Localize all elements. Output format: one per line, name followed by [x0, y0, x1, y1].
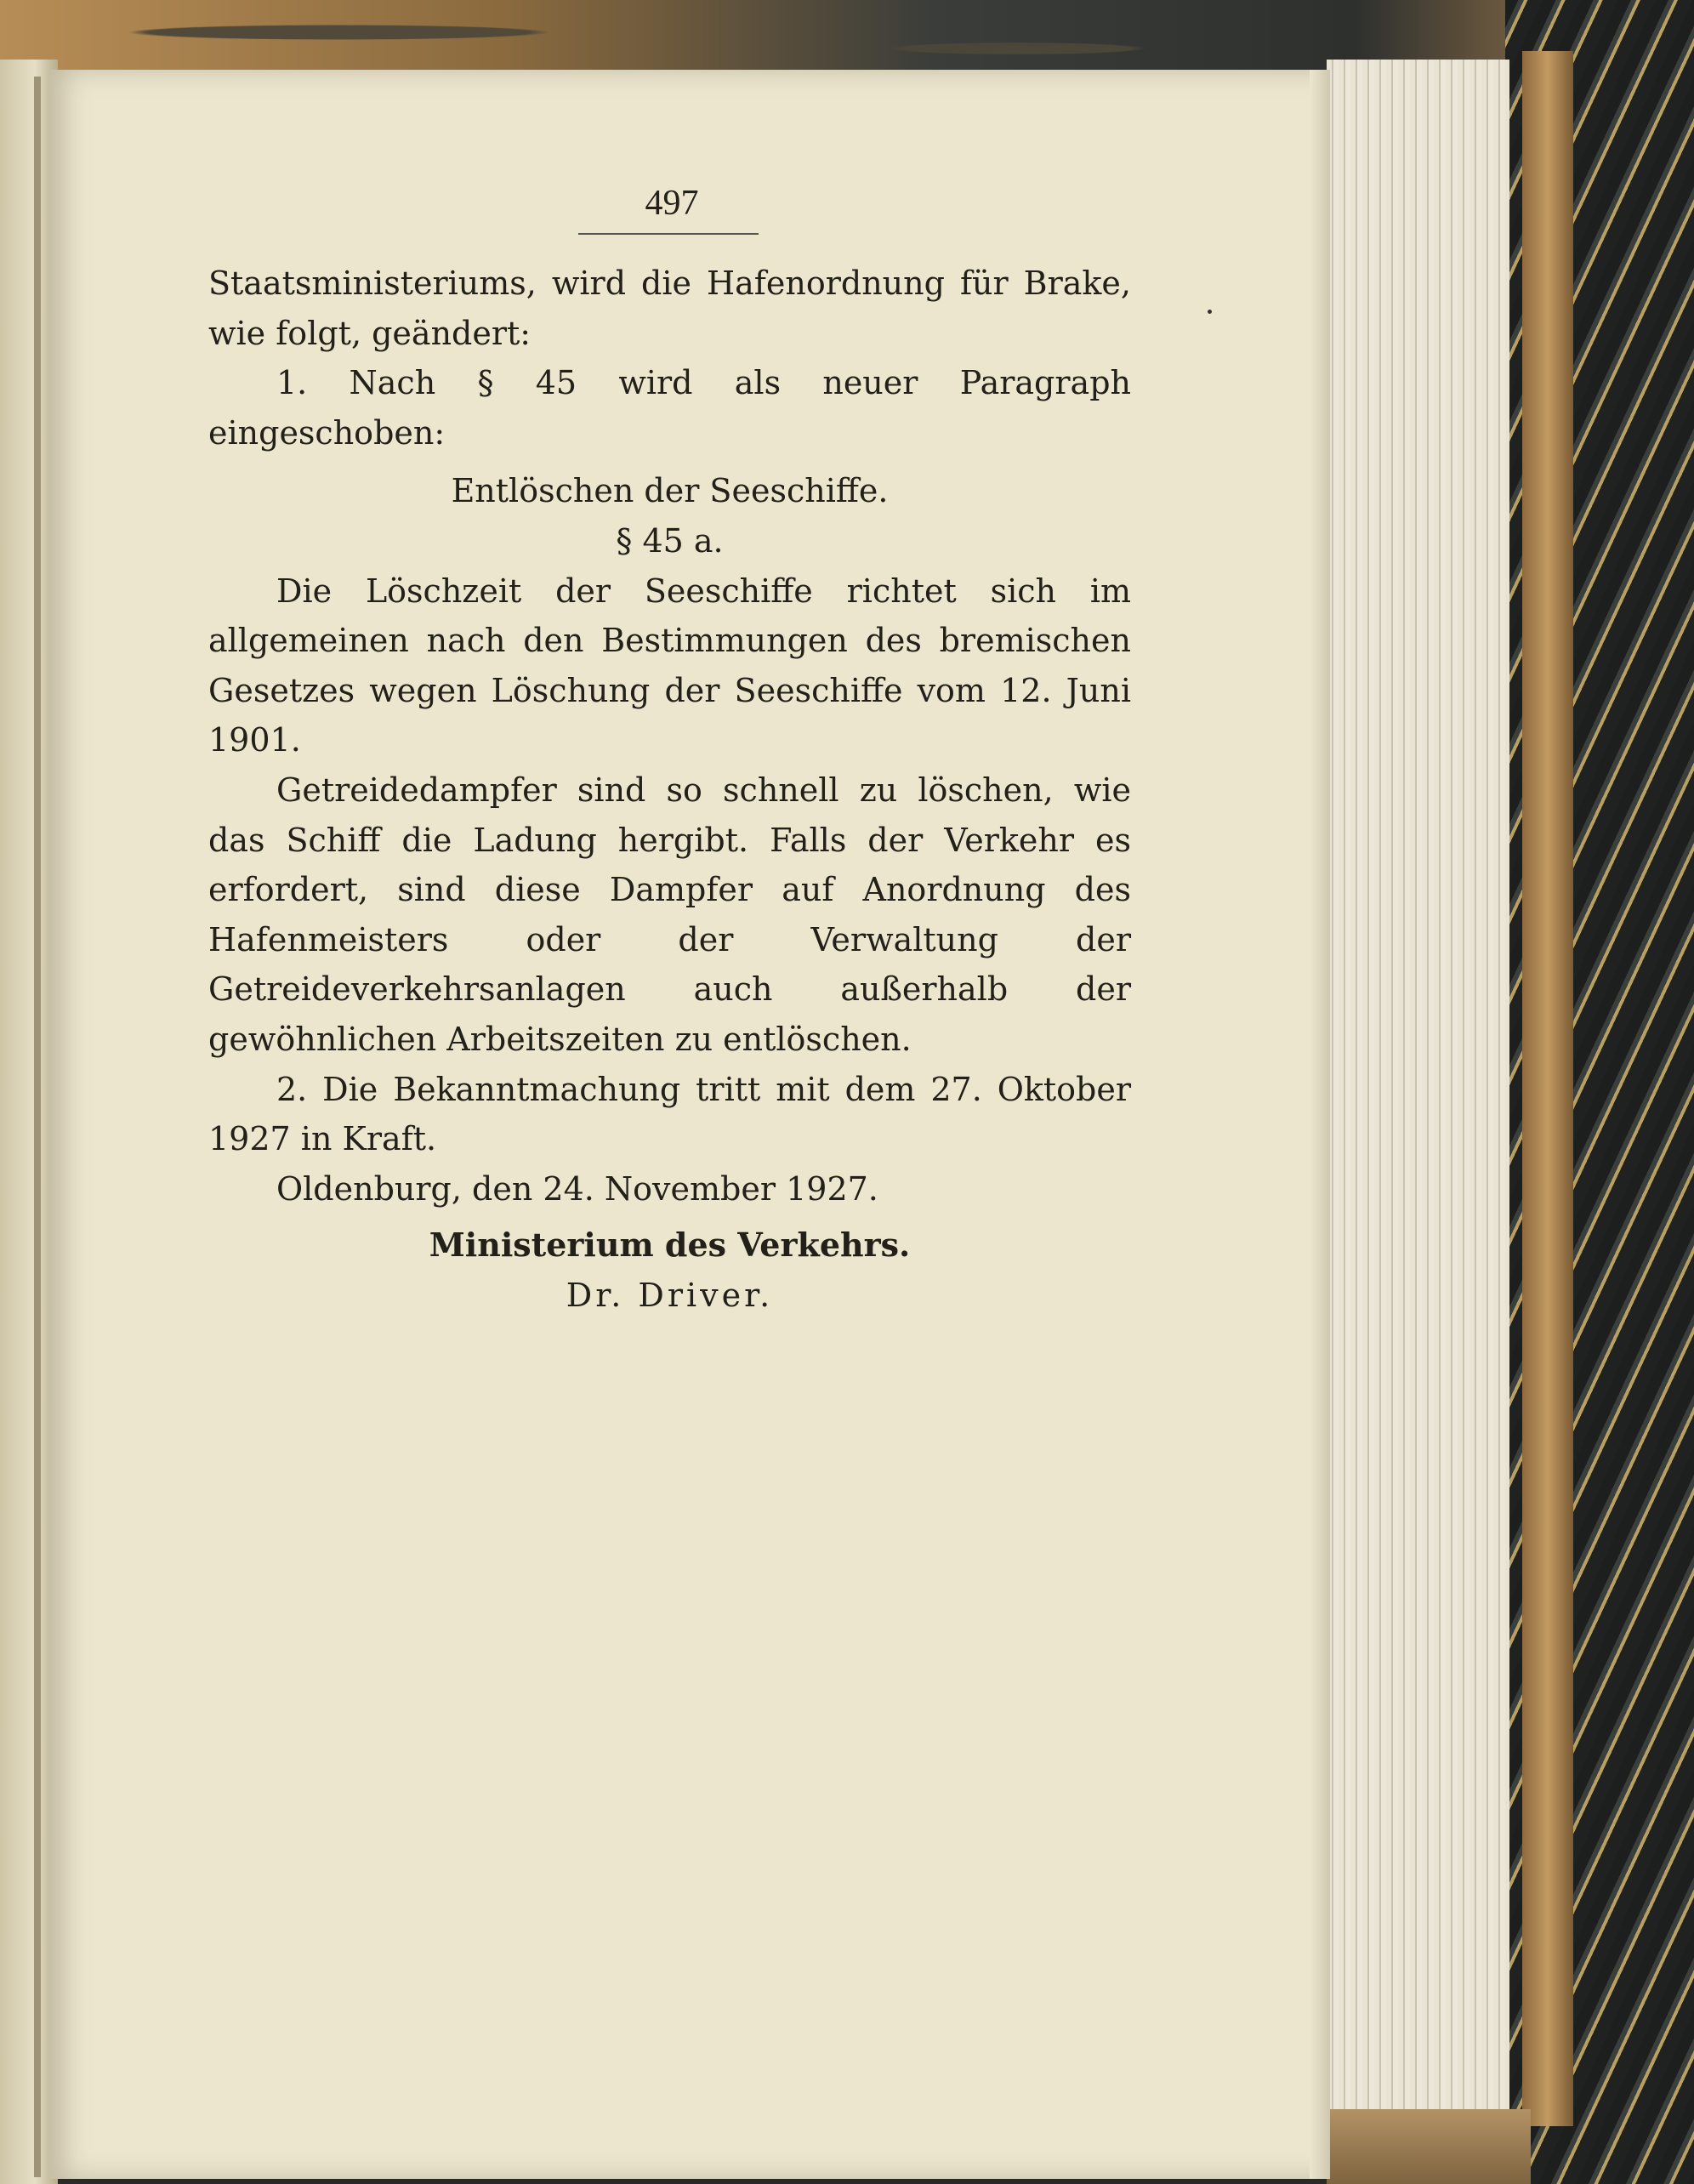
margin-dot: [1208, 310, 1212, 314]
left-page-gutter: [34, 77, 41, 2177]
intro-paragraph: Staatsministeriums, wird die Hafenordnung für Brake, wie folgt, geändert:: [208, 264, 1131, 352]
section-heading: Entlöschen der Seeschiffe.: [451, 472, 889, 510]
page-number-rule: [578, 233, 759, 235]
page-block-edges: [1327, 60, 1509, 2135]
place-date: Oldenburg, den 24. November 1927.: [276, 1169, 878, 1208]
ministry-name: Ministerium des Verkehrs.: [429, 1226, 911, 1265]
page-block-bottom: [1327, 2109, 1531, 2184]
page-body: [208, 259, 1131, 1320]
leather-edge: [1522, 51, 1573, 2126]
signature: Dr. Driver.: [566, 1276, 774, 1314]
item-1: 1. Nach § 45 wird als neuer Paragraph eingeschoben:: [208, 364, 1131, 452]
page-fore-edge: [1310, 70, 1330, 2179]
paragraph-2: Getreidedampfer sind so schnell zu löschen, wie das Schiff die Ladung hergibt. Falls der Verkehr es erfordert, sind diese Dampfer auf Anordnung des Hafenmeisters oder der Verwaltung der Getreideverkehrsanlagen auch außerhalb der gewöhnlichen Arbeitszeiten zu entlöschen.: [208, 771, 1131, 1058]
section-number: § 45 a.: [616, 521, 724, 560]
page-number: 497: [645, 184, 699, 223]
paragraph-1: Die Löschzeit der Seeschiffe richtet sich im allgemeinen nach den Bestimmungen des bremischen Gesetzes wegen Löschung der Seeschiffe vom 12. Juni 1901.: [208, 572, 1131, 759]
item-2: 2. Die Bekanntmachung tritt mit dem 27. Oktober 1927 in Kraft.: [208, 1070, 1131, 1158]
